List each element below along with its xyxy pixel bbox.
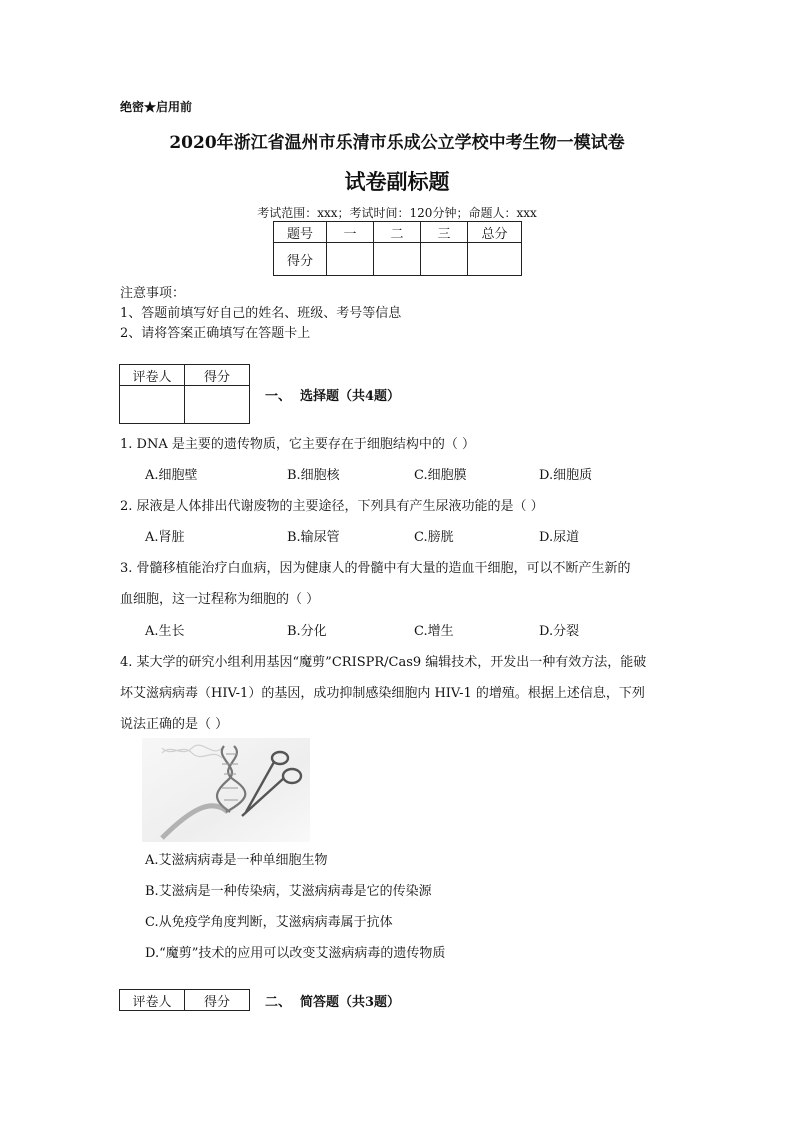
option-b[interactable]: B.分化 (287, 624, 327, 639)
option-a[interactable]: A.生长 (145, 624, 185, 639)
question-stem: 血细胞，这一过程称为细胞的（ ） (120, 592, 320, 607)
exam-info: 考试范围：xxx；考试时间：120分钟；命题人：xxx (257, 206, 537, 220)
option-c[interactable]: C.细胞膜 (414, 468, 467, 483)
score-table-header: 二 (374, 222, 421, 243)
score-cell[interactable] (374, 243, 421, 276)
notice-item: 2、请将答案正确填写在答题卡上 (120, 326, 311, 341)
option-b[interactable]: B.艾滋病是一种传染病，艾滋病病毒是它的传染源 (145, 884, 432, 899)
notice-item: 1、答题前填写好自己的姓名、班级、考号等信息 (120, 306, 402, 321)
section-title: 简答题（共3题） (300, 995, 401, 1010)
option-a[interactable]: A.艾滋病病毒是一种单细胞生物 (145, 853, 328, 868)
score-table (273, 221, 522, 276)
grader-reviewer-cell[interactable] (120, 386, 185, 424)
score-row-label: 得分 (274, 243, 327, 276)
option-d[interactable]: D.细胞质 (539, 468, 593, 483)
option-d[interactable]: D.“魔剪”技术的应用可以改变艾滋病病毒的遗传物质 (145, 946, 446, 961)
score-table-header: 三 (421, 222, 468, 243)
question-stem: 2. 尿液是人体排出代谢废物的主要途径，下列具有产生尿液功能的是（ ） (120, 499, 544, 514)
grader-reviewer-label: 评卷人 (120, 990, 185, 1011)
option-c[interactable]: C.从免疫学角度判断，艾滋病病毒属于抗体 (145, 915, 393, 930)
exam-title: 2020年浙江省温州市乐清市乐成公立学校中考生物一模试卷 (169, 133, 625, 153)
question-stem: 4. 某大学的研究小组利用基因“魔剪”CRISPR/Cas9 编辑技术，开发出一种有效方法，能破 (120, 655, 647, 670)
score-table-header: 一 (327, 222, 374, 243)
option-b[interactable]: B.细胞核 (287, 468, 340, 483)
question-stem: 3. 骨髓移植能治疗白血病，因为健康人的骨髓中有大量的造血干细胞，可以不断产生新的 (120, 561, 631, 576)
option-d[interactable]: D.分裂 (539, 624, 580, 639)
option-a[interactable]: A.肾脏 (145, 530, 185, 545)
question-stem: 1. DNA 是主要的遗传物质，它主要存在于细胞结构中的（ ） (120, 437, 475, 452)
option-c[interactable]: C.增生 (414, 624, 454, 639)
score-table-header: 题号 (274, 222, 327, 243)
section-number: 一、 (265, 389, 292, 404)
grader-score-cell[interactable] (185, 386, 250, 424)
grader-box (119, 364, 250, 424)
option-a[interactable]: A.细胞壁 (145, 468, 198, 483)
dna-scissors-illustration (142, 738, 310, 842)
question-stem: 说法正确的是（ ） (120, 717, 229, 732)
option-b[interactable]: B.输尿管 (287, 530, 340, 545)
grader-score-label: 得分 (185, 365, 250, 386)
question-stem: 坏艾滋病病毒（HIV-1）的基因，成功抑制感染细胞内 HIV-1 的增殖。根据上述信息，下列 (120, 686, 645, 701)
notice-title: 注意事项： (120, 286, 186, 301)
confidential-label: 绝密★启用前 (120, 100, 193, 114)
option-d[interactable]: D.尿道 (539, 530, 580, 545)
score-cell[interactable] (468, 243, 522, 276)
option-c[interactable]: C.膀胱 (414, 530, 454, 545)
grader-reviewer-label: 评卷人 (120, 365, 185, 386)
section-title: 选择题（共4题） (300, 389, 401, 404)
score-cell[interactable] (421, 243, 468, 276)
score-cell[interactable] (327, 243, 374, 276)
section-number: 二、 (265, 995, 292, 1010)
grader-box (119, 989, 250, 1011)
score-table-header: 总分 (468, 222, 522, 243)
grader-score-label: 得分 (185, 990, 250, 1011)
exam-subtitle: 试卷副标题 (344, 169, 450, 194)
